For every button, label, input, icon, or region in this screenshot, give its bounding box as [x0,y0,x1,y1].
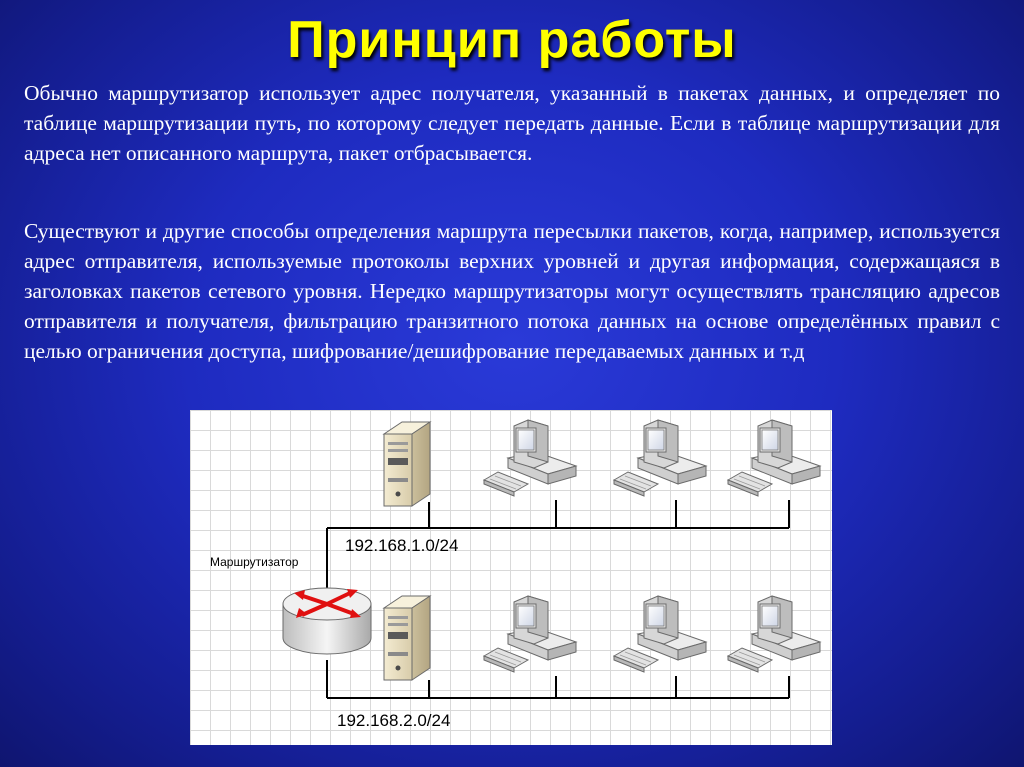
paragraph-other-methods: Существуют и другие способы определения маршрута пересылки пакетов, когда, например, используется адрес отправителя, используемые протоколы верхних уровней и другая информация, содержащаяся в заголовках пакетов сетевого уровня. Нередко маршрутизаторы могут осуществлять трансляцию адресов отправителя и получателя, фильтрацию транзитного потока данных на основе определённых правил с целью ограничения доступа, шифрование/дешифрование передаваемых данных и т.д [24,219,1000,363]
server-icon [384,596,430,680]
network-1-label: 192.168.1.0/24 [345,536,459,555]
network-diagram [190,410,832,745]
computer-icon [614,420,706,496]
computer-icon [484,420,576,496]
computer-icon [728,596,820,672]
computer-icon [728,420,820,496]
router-icon [283,588,371,654]
network-diagram-svg [190,410,832,745]
slide-title: Принцип работы [287,11,737,69]
server-icon [384,422,430,506]
computer-icon [614,596,706,672]
network-2-label: 192.168.2.0/24 [337,711,451,730]
paragraph-routing: Обычно маршрутизатор использует адрес получателя, указанный в пакетах данных, и определяет по таблице маршрутизации путь, по которому следует передать данные. Если в таблице маршрутизации для адреса нет описанного маршрута, пакет отбрасывается. [24,81,1000,165]
router-label: Маршрутизатор [210,555,299,569]
computer-icon [484,596,576,672]
